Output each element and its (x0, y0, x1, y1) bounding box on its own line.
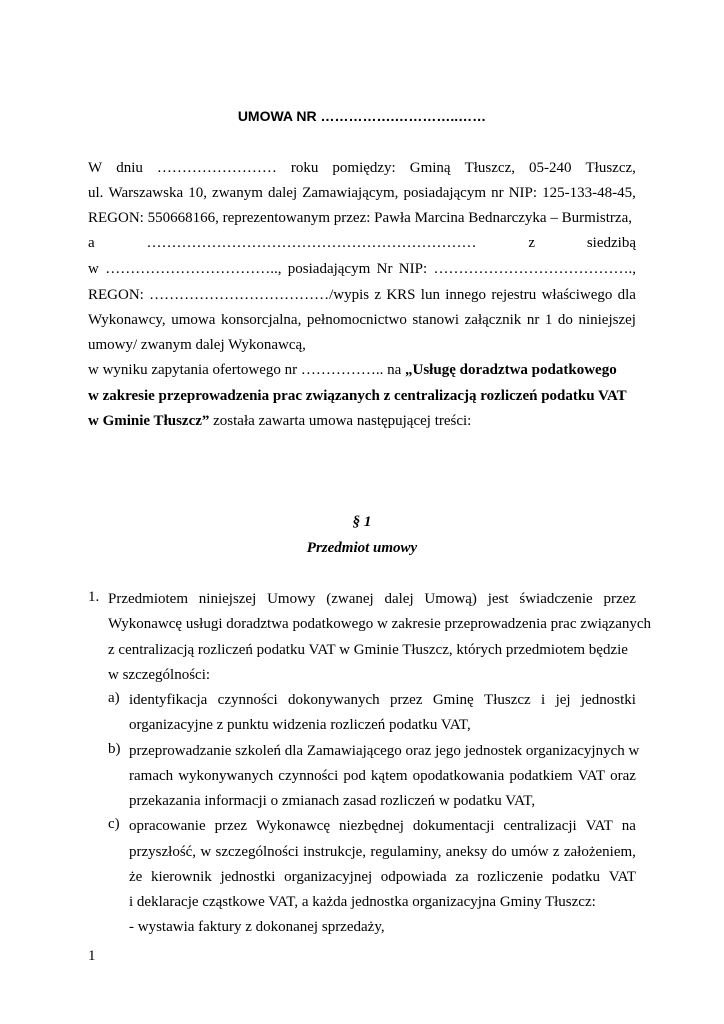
intro-line-9 (88, 360, 636, 380)
section-number: § 1 (352, 514, 372, 530)
word: niniejszej (198, 591, 257, 607)
word: konsorcjalna, (220, 312, 302, 328)
word: do (491, 844, 507, 860)
word: Umową) (424, 591, 477, 607)
word: pod (343, 768, 366, 784)
word: jej (555, 692, 571, 708)
subitem-c-line-3 (129, 867, 636, 887)
word: ………………………………………………………… (146, 235, 477, 251)
word: roku (290, 160, 319, 176)
word: w (200, 844, 212, 860)
word: właściwego (541, 287, 613, 303)
word: ramach (129, 768, 174, 784)
subitem-a-line-1 (129, 690, 636, 710)
word: podatku (551, 869, 601, 885)
item-1-line-3: z centralizacją rozliczeń podatku VAT w Gminie Tłuszcz, których przedmiotem będzie (108, 642, 628, 658)
word: stanowi (412, 312, 460, 328)
word: przez (390, 692, 423, 708)
intro-line-2 (88, 183, 636, 203)
intro-line-9-text: w wyniku zapytania ofertowego nr …………….. na (88, 362, 406, 378)
word: (zwanej (326, 591, 374, 607)
word: siedzibą (586, 235, 636, 251)
word: umów (511, 844, 549, 860)
word: …………………… (156, 160, 277, 176)
word: i (541, 692, 546, 708)
word: jednostki (580, 692, 636, 708)
word: Tłuszcz (484, 692, 531, 708)
word: Wykonawcy, (88, 312, 166, 328)
word: innego (445, 287, 487, 303)
word: posiadającym (403, 185, 487, 201)
word: opracowanie (129, 818, 206, 834)
word: w (88, 261, 99, 277)
word: Tłuszcz, (464, 160, 515, 176)
word: odpowiada (380, 869, 447, 885)
intro-line-5 (88, 259, 636, 279)
word: oraz (610, 768, 636, 784)
intro-line-3: REGON: 550668166, reprezentowanym przez: Pawła Marcina Bednarczyka – Burmistrza, (88, 210, 632, 226)
service-name-part-2: w zakresie przeprowadzenia prac związanych z centralizacją rozliczeń podatku VAT (88, 388, 627, 404)
word: …………………………………., (433, 261, 636, 277)
intro-line-11-text: została zawarta umowa następującej treści: (209, 413, 472, 429)
intro-line-1 (88, 158, 636, 178)
word: przez (214, 818, 248, 834)
word: umowa (171, 312, 216, 328)
item-1-line-2: Wykonawcę usługi doradztwa podatkowego w zakresie przeprowadzenia prac związanych (108, 616, 652, 632)
word: centralizacji (503, 818, 577, 834)
word: na (621, 818, 636, 834)
subitem-b-letter: b) (108, 741, 121, 757)
intro-line-11 (88, 411, 636, 431)
intro-line-8: umowy/ zwanym dalej Wykonawcą, (88, 337, 306, 353)
word: regulaminy, (370, 844, 442, 860)
intro-line-4 (88, 233, 636, 253)
word: załącznik (464, 312, 522, 328)
word: dalej (384, 591, 414, 607)
word: Umowy (267, 591, 316, 607)
word: Wykonawcę (255, 818, 331, 834)
word: REGON: (88, 287, 144, 303)
subitem-b-line-3: przekazania informacji o zmianach zasad rozliczeń w podatku VAT, (129, 793, 536, 809)
word: nr (491, 185, 504, 201)
word: Nr (376, 261, 393, 277)
item-1-line-4: w szczególności: (108, 667, 211, 683)
word: 1 (544, 312, 553, 328)
word: rozliczenie (477, 869, 544, 885)
word: że (129, 869, 143, 885)
service-name-part-1: „Usługę doradztwa podatkowego (405, 362, 617, 378)
word: jednostki (220, 869, 276, 885)
item-number: 1. (88, 589, 100, 605)
word: podatkiem (509, 768, 573, 784)
subitem-c-letter: c) (108, 816, 120, 832)
subitem-a-letter: a) (108, 690, 120, 706)
word: ………………………………/wypis (149, 287, 370, 303)
word: jest (487, 591, 509, 607)
word: a (88, 235, 95, 251)
word: zwanym (212, 185, 263, 201)
subitem-c-line-1 (129, 816, 636, 836)
word: 125-133-48-45, (542, 185, 636, 201)
word: NIP: (508, 185, 538, 201)
word: dla (617, 287, 636, 303)
word: z (552, 844, 560, 860)
word: Zamawiającym, (302, 185, 399, 201)
word: dokumentacji (412, 818, 495, 834)
word: opodatkowania (412, 768, 505, 784)
word: świadczenie (519, 591, 593, 607)
word: niezbędnej (338, 818, 404, 834)
word: posiadającym (287, 261, 371, 277)
word: dalej (267, 185, 298, 201)
page-number: 1 (88, 948, 96, 964)
word: rejestru (491, 287, 537, 303)
word: szczególności (215, 844, 299, 860)
intro-line-6 (88, 285, 636, 305)
word: 05-240 (529, 160, 572, 176)
word: założeniem, (563, 844, 636, 860)
word: do (557, 312, 573, 328)
word: za (455, 869, 469, 885)
item-1-line-1 (108, 589, 636, 609)
word: czynności (217, 692, 278, 708)
word: …………………………….., (105, 261, 282, 277)
word: czynności (278, 768, 339, 784)
word: Warszawska (108, 185, 184, 201)
word: VAT (577, 768, 606, 784)
word: lun (420, 287, 440, 303)
word: dniu (116, 160, 143, 176)
word: VAT (608, 869, 636, 885)
subitem-a-line-2: organizacyjne z punktu widzenia rozliczeń podatku VAT, (129, 717, 471, 733)
word: niniejszej (578, 312, 636, 328)
word: wykonywanych (178, 768, 274, 784)
word: instrukcje, (303, 844, 367, 860)
word: aneksy (445, 844, 488, 860)
word: kierownik (150, 869, 212, 885)
subitem-c-line-2 (129, 842, 636, 862)
word: Gminą (409, 160, 451, 176)
word: dokonywanych (288, 692, 380, 708)
subitem-c-line-5: - wystawia faktury z dokonanej sprzedaży, (129, 919, 385, 935)
service-name-part-3: w Gminie Tłuszcz” (88, 413, 210, 429)
contract-title: UMOWA NR …………….…………..…… (237, 108, 487, 124)
word: identyfikacja (129, 692, 208, 708)
word: Tłuszcz, (585, 160, 636, 176)
word: 10, (188, 185, 207, 201)
word: z (528, 235, 535, 251)
word: KRS (386, 287, 416, 303)
word: nr (526, 312, 540, 328)
subitem-b-line-2 (129, 766, 636, 786)
word: organizacyjnej (284, 869, 373, 885)
word: przyszłość, (129, 844, 197, 860)
word: W (88, 160, 103, 176)
word: pomiędzy: (332, 160, 396, 176)
word: z (374, 287, 382, 303)
word: Przedmiotem (108, 591, 188, 607)
word: kątem (370, 768, 408, 784)
word: Gminę (432, 692, 474, 708)
word: ul. (88, 185, 104, 201)
word: VAT (585, 818, 613, 834)
section-heading: Przedmiot umowy (306, 540, 418, 556)
word: NIP: (398, 261, 428, 277)
subitem-c-line-4: i deklaracje cząstkowe VAT, a każda jednostka organizacyjna Gminy Tłuszcz: (129, 894, 596, 910)
subitem-b-line-1: przeprowadzanie szkoleń dla Zamawiającego oraz jego jednostek organizacyjnych w (129, 743, 640, 759)
intro-line-7 (88, 310, 636, 330)
word: pełnomocnictwo (306, 312, 407, 328)
word: przez (603, 591, 636, 607)
